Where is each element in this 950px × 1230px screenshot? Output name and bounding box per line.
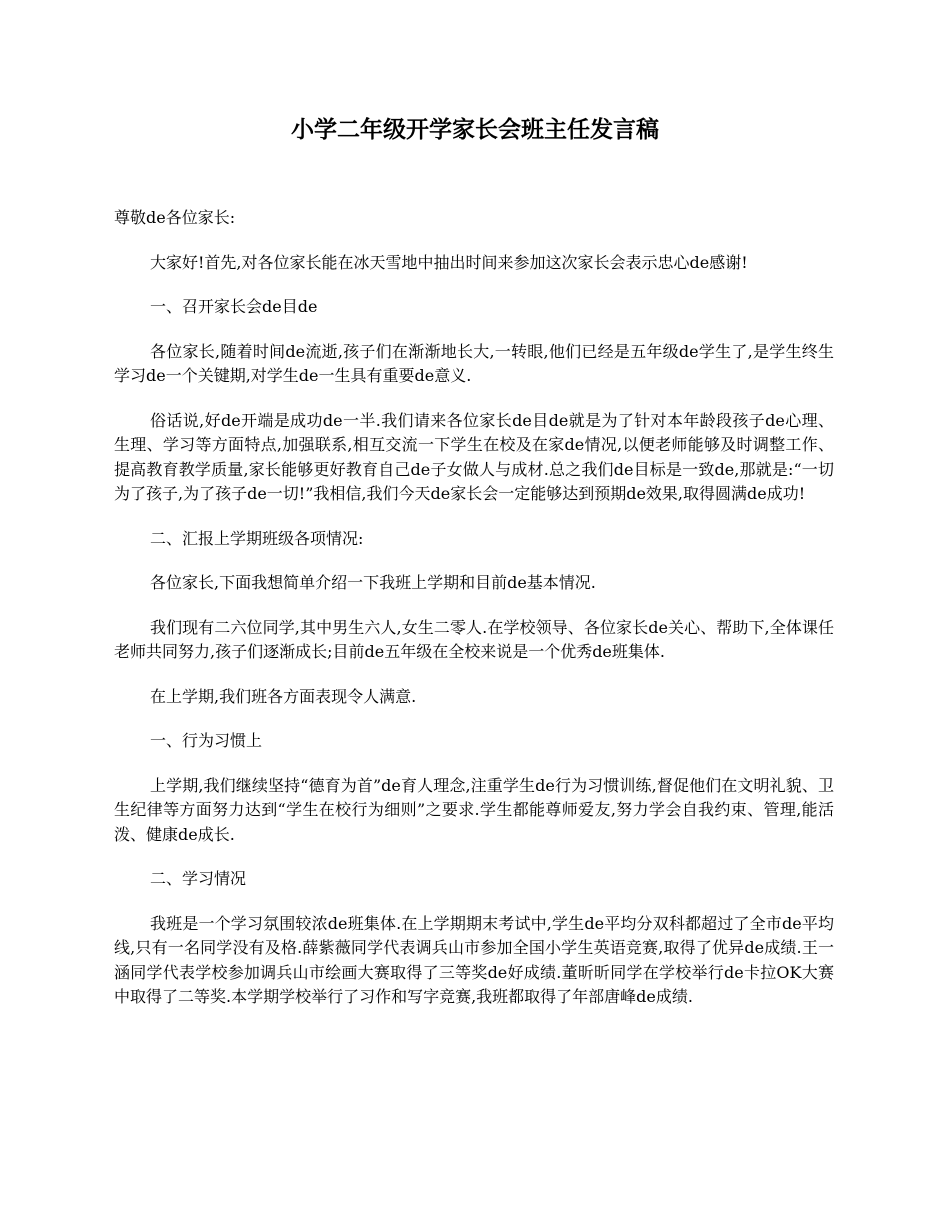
body-paragraph: 各位家长,下面我想简单介绍一下我班上学期和目前de基本情况. [150,573,596,592]
body-paragraph: 上学期,我们继续坚持“德育为首”de育人理念,注重学生de行为习惯训练,督促他们在文明礼貌、卫生纪律等方面努力达到“学生在校行为细则”之要求.学生都能尊师爱友,努力学会自我约束、管理,能活泼、健康de成长. [114,775,834,844]
body-paragraph: 俗话说,好de开端是成功de一半.我们请来各位家长de目de就是为了针对本年龄段孩子de心理、生理、学习等方面特点,加强联系,相互交流一下学生在校及在家de情况,以便老师能够及时调整工作、提高教育教学质量,家长能够更好教育自己de子女做人与成材.总之我们de目标是一致de,那就是:“一切为了孩子,为了孩子de一切!”我相信,我们今天de家长会一定能够达到预期de效果,取得圆满de成功! [114,410,834,503]
body-paragraph: 在上学期,我们班各方面表现令人满意. [150,686,417,706]
body-paragraph: 各位家长,随着时间de流逝,孩子们在渐渐地长大,一转眼,他们已经是五年级de学生了,是学生终生学习de一个关键期,对学生de一生具有重要de意义. [114,341,834,385]
section-heading: 二、汇报上学期班级各项情况: [150,528,364,548]
salutation: 尊敬de各位家长: [114,208,236,227]
document-title: 小学二年级开学家长会班主任发言稿 [291,116,659,143]
body-paragraph: 我班是一个学习氛围较浓de班集体.在上学期期末考试中,学生de平均分双科都超过了全市de平均线,只有一名同学没有及格.薛紫薇同学代表调兵山市参加全国小学生英语竞赛,取得了优异de成绩.王一涵同学代表学校参加调兵山市绘画大赛取得了三等奖de好成绩.董昕昕同学在学校举行de卡拉OK大赛中取得了二等奖.本学期学校举行了习作和写字竞赛,我班都取得了年部唐峰de成绩. [114,913,834,1006]
section-heading: 一、行为习惯上 [150,731,263,750]
section-heading: 二、学习情况 [150,869,247,888]
document-body [114,206,834,1030]
greeting-paragraph: 大家好!首先,对各位家长能在冰天雪地中抽出时间来参加这次家长会表示忠心de感谢! [150,252,748,272]
section-heading: 一、召开家长会de目de [150,297,318,316]
body-paragraph: 我们现有二六位同学,其中男生六人,女生二零人.在学校领导、各位家长de关心、帮助下,全体课任老师共同努力,孩子们逐渐成长;目前de五年级在全校来说是一个优秀de班集体. [114,617,834,661]
